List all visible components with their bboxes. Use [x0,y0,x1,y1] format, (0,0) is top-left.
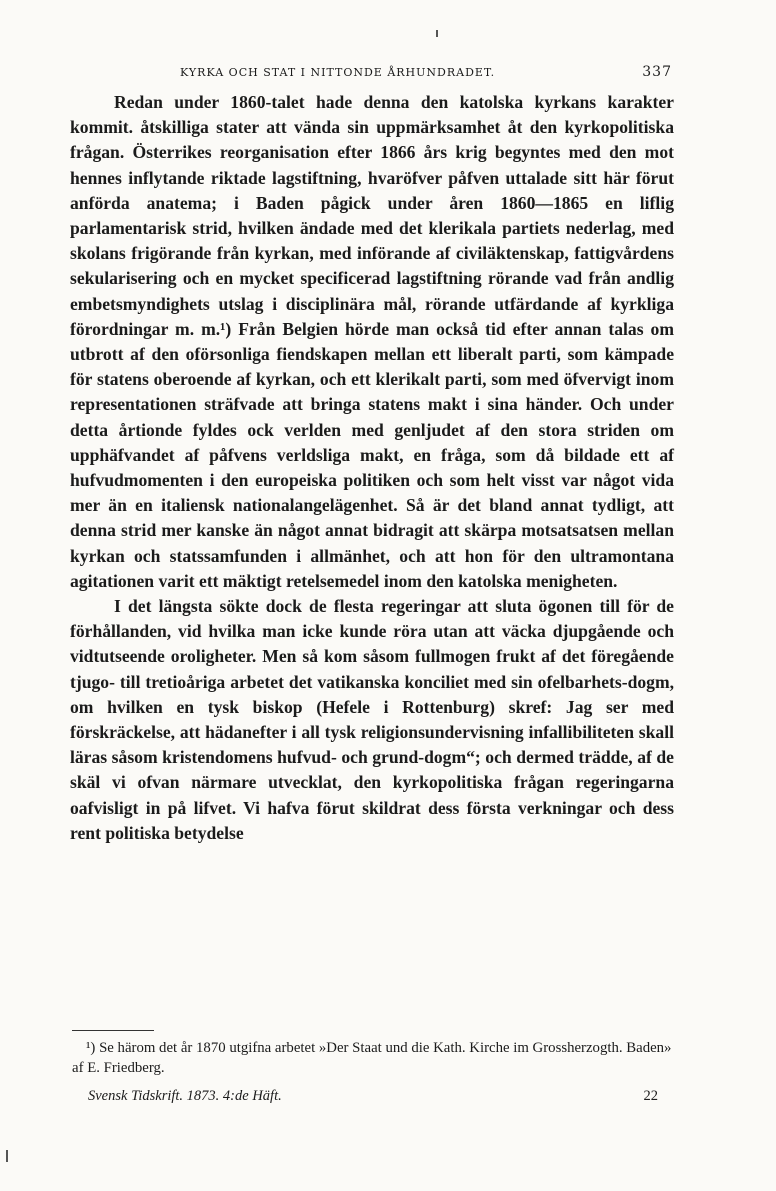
page-footer [88,1088,658,1110]
running-title: KYRKA OCH STAT I NITTONDE ÅRHUNDRADET. [180,66,496,79]
body-text [70,90,674,846]
footnote-rule [72,1030,154,1031]
sheet-signature: 22 [643,1088,658,1104]
footnote [72,1038,672,1078]
journal-signature: Svensk Tidskrift. 1873. 4:de Häft. [88,1088,282,1104]
paragraph-1: Redan under 1860-talet hade denna den katolska kyrkans karakter kommit. åtskilliga stater att vända sin uppmärksamhet åt den kyrkopolitiska frågan. Österrikes reorganisation efter 1866 års krig begyntes med den mot hennes inflytande riktade lagstiftning, hvaröfver påfven uttalade sitt här förut anförda anatema; i Baden pågick under åren 1860—1865 en liflig parlamentarisk strid, hvilken ändade med det klerikala partiets nederlag, med skolans frigörande från kyrkan, med införande af civiläktenskap, fattigvårdens sekularisering och en mycket specificerad lagstiftning rörande vad från andlig embetsmyndighets utslag i disciplinära mål, rörande utfärdande af kyrkliga förordningar m. m.¹) Från Belgien hörde man också tid efter annan talas om utbrott af den oförsonliga fiendskapen mellan ett liberalt parti, som kämpade för statens oberoende af kyrkan, och ett klerikalt parti, som med öfvervigt inom representationen sträfvade att bringa statens makt i sina händer. Och under detta årtionde fyldes ock verlden med genljudet af den stora striden om upphäfvandet af påfvens verldsliga makt, en fråga, som då bildade ett af hufvudmomenten i den europeiska politiken och som helt visst var något vida mer än en italiensk nationalangelägenhet. Så är det bland annat tydligt, att denna strid mer kanske än något annat bidragit att skärpa motsatsatsen mellan kyrkan och statssamfunden i allmänhet, och att hon för den ultramontana agitationen varit ett mäktigt retelsemedel inom den katolska menigheten. [70,92,674,591]
footnote-text: ¹) Se härom det år 1870 utgifna arbetet »Der Staat und die Kath. Kirche im Grossherzogth. Baden» af E. Friedberg. [72,1040,672,1076]
paragraph-2: I det längsta sökte dock de flesta regeringar att sluta ögonen till för de förhållanden, vid hvilka man icke kunde röra utan att väcka djupgående och vidtutseende oroligheter. Men så kom såsom fullmogen frukt af det föregående tjugo- till tretioåriga arbetet det vatikanska konciliet med sin ofelbarhets-dogm, om hvilken en tysk biskop (Hefele i Rottenburg) skref: Jag ser med förskräckelse, att hädanefter i all tysk religionsundervisning infallibiliteten skall läras såsom kristendomens hufvud- och grund-dogm“; och dermed trädde, af de skäl vi ofvan närmare utvecklat, den kyrkopolitiska frågan regeringarna oafvisligt in på lifvet. Vi hafva förut skildrat dess första verkningar och dess rent politiska betydelse [70,596,674,843]
scan-speck [436,30,438,37]
page-header [72,64,672,84]
scan-speck [6,1150,8,1162]
page-number: 337 [642,64,672,80]
